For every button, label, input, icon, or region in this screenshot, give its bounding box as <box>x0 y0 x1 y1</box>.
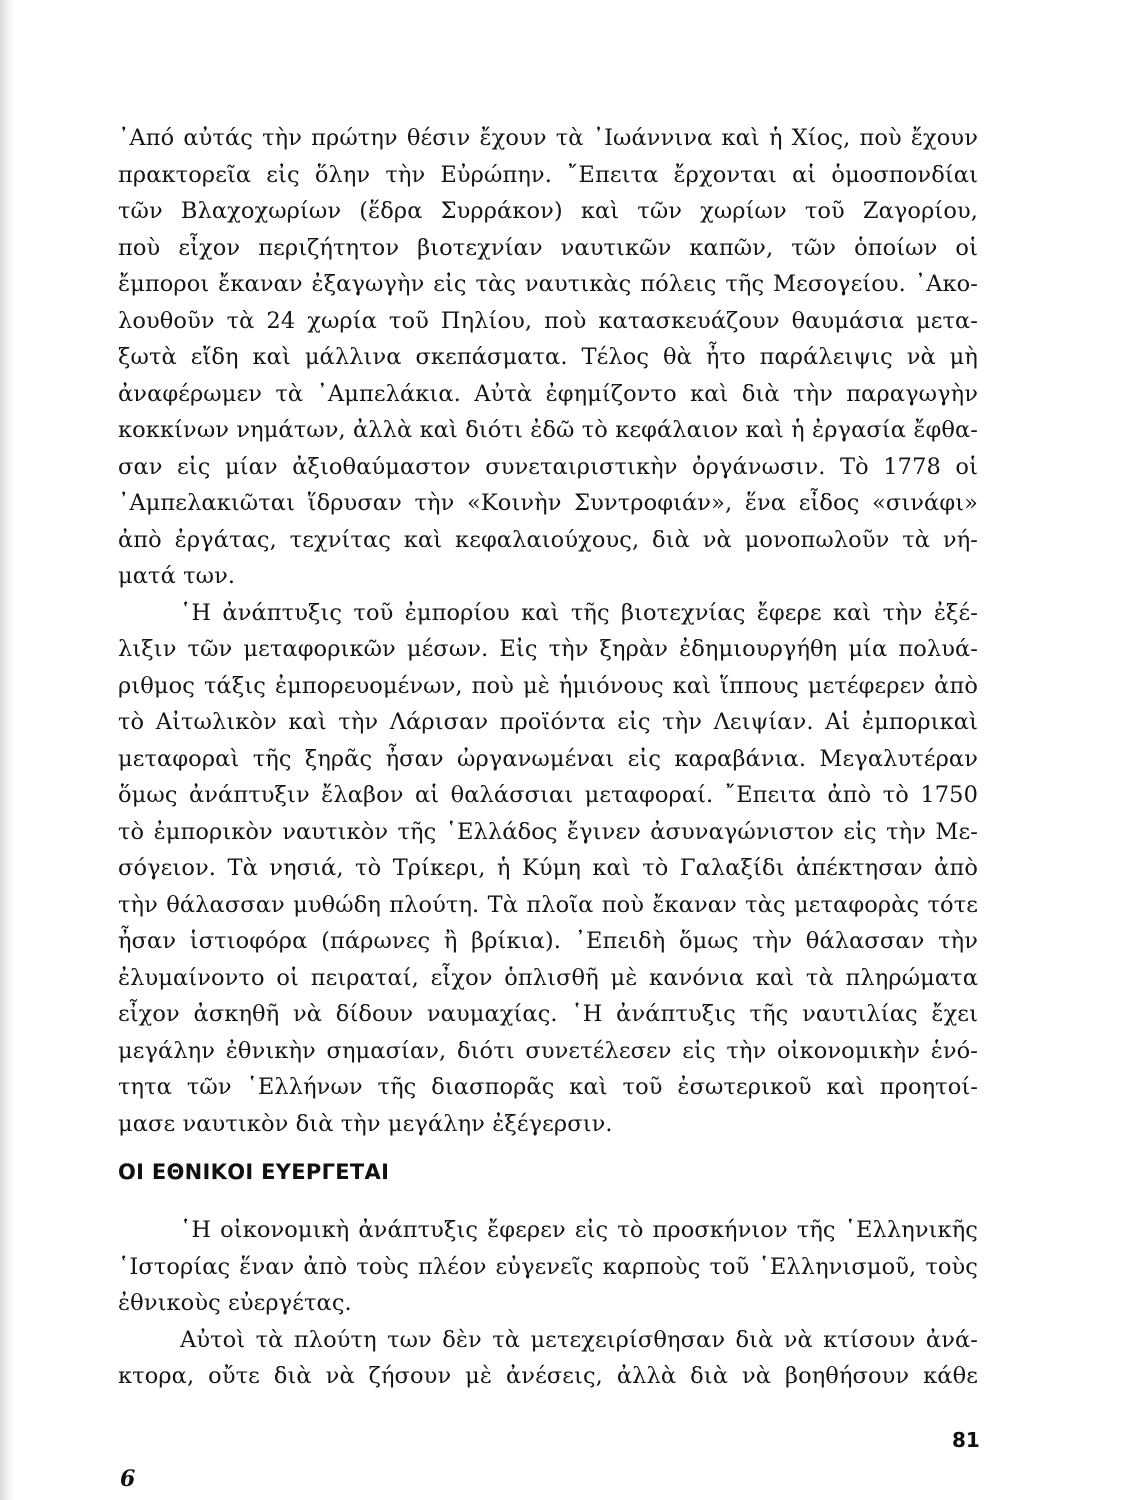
paragraph-1 <box>118 120 978 595</box>
text-line: κοκκίνων νημάτων, ἀλλὰ καὶ διότι ἐδῶ τὸ κεφάλαιον καὶ ἡ ἐργασία ἔφθα- <box>118 417 978 443</box>
text-line: λουθοῦν τὰ 24 χωρία τοῦ Πηλίου, ποὺ κατασκευάζουν θαυμάσια μετα- <box>118 307 978 334</box>
text-line: ἔμποροι ἔκαναν ἐξαγωγὴν εἰς τὰς ναυτικὰς πόλεις τῆς Μεσογείου. ᾿Ακο- <box>118 271 978 297</box>
paragraph-3 <box>118 1212 978 1322</box>
signature-number: 6 <box>120 1466 136 1492</box>
text-line: ῾Η οἰκονομικὴ ἀνάπτυξις ἔφερεν εἰς τὸ προσκήνιον τῆς ῾Ελληνικῆς <box>180 1217 978 1243</box>
text-line: τὴν θάλασσαν μυθώδη πλούτη. Τὰ πλοῖα ποὺ ἔκαναν τὰς μεταφορὰς τότε <box>118 891 978 918</box>
text-line: μεταφοραὶ τῆς ξηρᾶς ἦσαν ὠργανωμέναι εἰς καραβάνια. Μεγαλυτέραν <box>118 745 978 772</box>
text-line: ματά των. <box>118 563 236 589</box>
text-line: λιξιν τῶν μεταφορικῶν μέσων. Εἰς τὴν ξηρὰν ἐδημιουργήθη μία πολυά- <box>118 636 978 662</box>
text-line: μεγάλην ἐθνικὴν σημασίαν, διότι συνετέλεσεν εἰς τὴν οἰκονομικὴν ἑνό- <box>118 1037 978 1064</box>
text-line: ἀπὸ ἐργάτας, τεχνίτας καὶ κεφαλαιούχους, διὰ νὰ μονοπωλοῦν τὰ νή- <box>118 526 978 553</box>
text-line: ῾Ιστορίας ἕναν ἀπὸ τοὺς πλέον εὐγενεῖς καρποὺς τοῦ ῾Ελληνισμοῦ, τοὺς <box>118 1253 978 1280</box>
text-line: σόγειον. Τὰ νησιά, τὸ Τρίκερι, ἡ Κύμη καὶ τὸ Γαλαξίδι ἀπέκτησαν ἀπὸ <box>118 855 978 881</box>
paragraph-2 <box>118 595 978 1143</box>
text-line: κτορα, οὔτε διὰ νὰ ζήσουν μὲ ἀνέσεις, ἀλλὰ διὰ νὰ βοηθήσουν κάθε <box>118 1363 978 1389</box>
text-line: πρακτορεῖα εἰς ὅλην τὴν Εὐρώπην. ῎Επειτα ἔρχονται αἱ ὁμοσπονδίαι <box>118 161 978 188</box>
page-number: 81 <box>952 1428 980 1452</box>
text-line: ριθμος τάξις ἐμπορευομένων, ποὺ μὲ ἡμιόνους καὶ ἵππους μετέφερεν ἀπὸ <box>118 672 978 699</box>
text-line: εἶχον ἀσκηθῆ νὰ δίδουν ναυμαχίας. ῾Η ἀνάπτυξις τῆς ναυτιλίας ἔχει <box>118 1001 978 1027</box>
text-line: ἐλυμαίνοντο οἱ πειραταί, εἶχον ὁπλισθῆ μὲ κανόνια καὶ τὰ πληρώματα <box>118 964 978 991</box>
text-line: ᾿Αμπελακιῶται ἵδρυσαν τὴν «Κοινὴν Συντροφιάν», ἕνα εἶδος «σινάφι» <box>118 490 978 516</box>
text-line: τὸ Αἰτωλικὸν καὶ τὴν Λάρισαν προϊόντα εἰς τὴν Λειψίαν. Αἱ ἐμπορικαὶ <box>118 709 978 735</box>
text-line: ξωτὰ εἴδη καὶ μάλλινα σκεπάσματα. Τέλος θὰ ἦτο παράλειψις νὰ μὴ <box>118 344 978 370</box>
text-line: ῾Η ἀνάπτυξις τοῦ ἐμπορίου καὶ τῆς βιοτεχνίας ἔφερε καὶ τὴν ἐξέ- <box>180 599 978 626</box>
text-line: ποὺ εἶχον περιζήτητον βιοτεχνίαν ναυτικῶν καπῶν, τῶν ὁποίων οἱ <box>118 234 978 261</box>
text-line: ἐθνικοὺς εὐεργέτας. <box>118 1290 352 1316</box>
text-line: ᾿Από αὐτάς τὴν πρώτην θέσιν ἔχουν τὰ ᾿Ιωάννινα καὶ ἡ Χίος, ποὺ ἔχουν <box>118 125 978 151</box>
section-text-body <box>118 1212 978 1395</box>
text-line: ἦσαν ἱστιοφόρα (πάρωνες ἢ βρίκια). ᾿Επειδὴ ὅμως τὴν θάλασσαν τὴν <box>118 928 978 954</box>
text-line: μασε ναυτικὸν διὰ τὴν μεγάλην ἐξέγερσιν. <box>118 1110 613 1137</box>
main-text-body <box>118 120 978 1142</box>
text-line: τὸ ἐμπορικὸν ναυτικὸν τῆς ῾Ελλάδος ἔγινεν ἀσυναγώνιστον εἰς τὴν Με- <box>118 818 978 845</box>
text-line: ὅμως ἀνάπτυξιν ἔλαβον αἱ θαλάσσιαι μεταφοραί. ῎Επειτα ἀπὸ τὸ 1750 <box>118 782 978 808</box>
page-edge-shadow <box>0 0 14 1500</box>
text-line: Αὐτοὶ τὰ πλούτη των δὲν τὰ μετεχειρίσθησαν διὰ νὰ κτίσουν ἀνά- <box>180 1326 978 1353</box>
section-heading: ΟΙ ΕΘΝΙΚΟΙ ΕΥΕΡΓΕΤΑΙ <box>118 1160 390 1184</box>
text-line: τῶν Βλαχοχωρίων (ἕδρα Συρράκον) καὶ τῶν χωρίων τοῦ Ζαγορίου, <box>118 198 978 224</box>
paragraph-4 <box>118 1322 978 1395</box>
text-line: ἀναφέρωμεν τὰ ᾿Αμπελάκια. Αὐτὰ ἐφημίζοντο καὶ διὰ τὴν παραγωγὴν <box>118 380 978 407</box>
text-line: τητα τῶν ῾Ελλήνων τῆς διασπορᾶς καὶ τοῦ ἐσωτερικοῦ καὶ προητοί- <box>118 1074 978 1100</box>
text-line: σαν εἰς μίαν ἀξιοθαύμαστον συνεταιριστικὴν ὀργάνωσιν. Τὸ 1778 οἱ <box>118 453 978 480</box>
